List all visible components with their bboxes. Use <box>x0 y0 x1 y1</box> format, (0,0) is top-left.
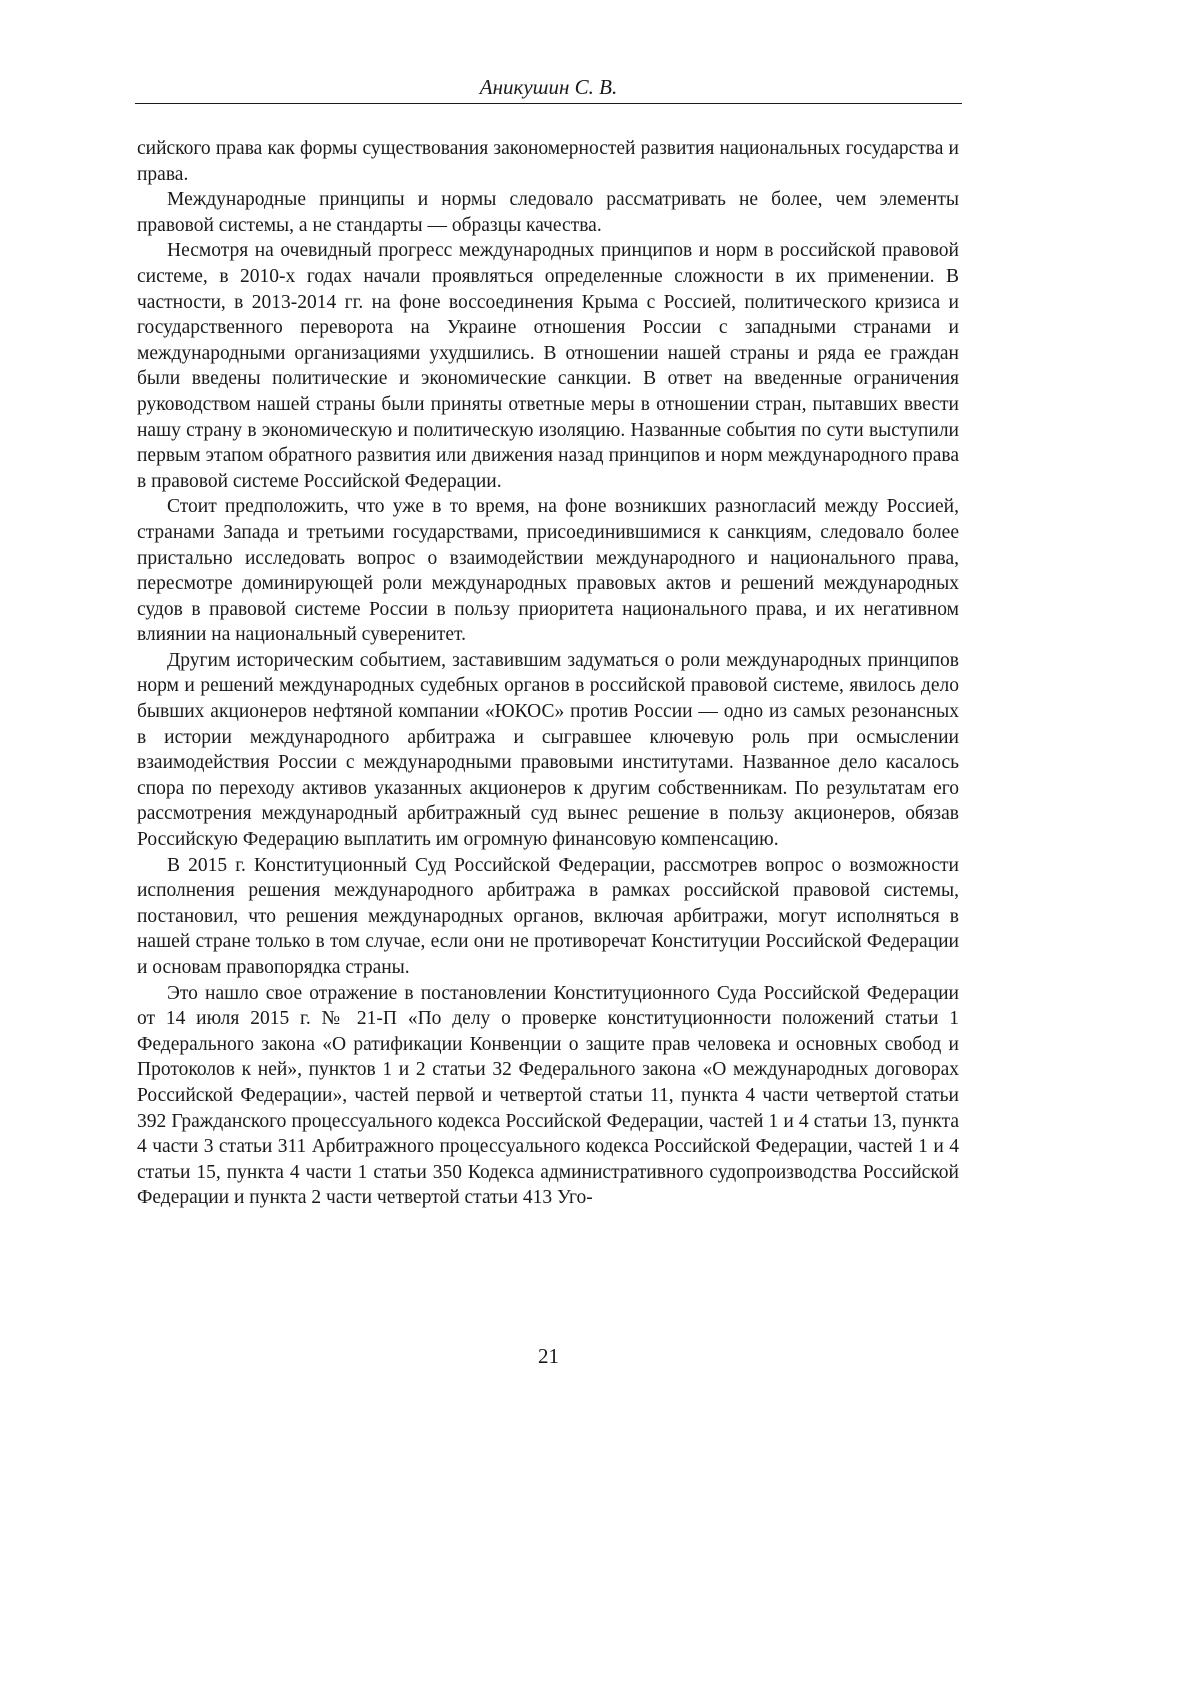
paragraph: Это нашло свое отражение в постановлении Конституционного Суда Российской Федерации от 14 июля 2015 г. № 21-П «По делу о проверке конституционности положений статьи 1 Федерального закона «О ратификации Конвенции о защите прав человека и основных свобод и Протоколов к ней», пунктов 1 и 2 статьи 32 Федерального закона «О международных договорах Российской Федерации», частей первой и четвертой статьи 11, пункта 4 части четвертой статьи 392 Гражданского процессуального кодекса Российской Федерации, частей 1 и 4 статьи 13, пункта 4 части 3 статьи 311 Арбитражного процессуального кодекса Российской Федерации, частей 1 и 4 статьи 15, пункта 4 части 1 статьи 350 Кодекса административного судопроизводства Российской Федерации и пункта 2 части четвертой статьи 413 Уго- <box>137 982 959 1209</box>
paragraph: Другим историческим событием, заставившим задуматься о роли международных принципов норм и решений международных судебных органов в российской правовой системе, явилось дело бывших акционеров нефтяной компании «ЮКОС» против России — одно из самых резонансных в истории международного арбитража и сыгравшее ключевую роль при осмыслении взаимодействия России с международными правовыми институтами. Названное дело касалось спора по переходу активов указанных акционеров к другим собственникам. По результатам его рассмотрения международный арбитражный суд вынес решение в пользу акционеров, обязав Российскую Федерацию выплатить им огромную финансовую компенсацию. <box>137 649 959 851</box>
paragraph: Стоит предположить, что уже в то время, на фоне возникших разногласий между Россией, странами Запада и третьими государствами, присоединившимися к санкциям, следовало более пристально исследовать вопрос о взаимодействии международного и национального права, пересмотре доминирующей роли международных правовых актов и решений международных судов в правовой системе России в пользу приоритета национального права, и их негативном влиянии на национальный суверенитет. <box>137 496 959 646</box>
paragraph: Несмотря на очевидный прогресс международных принципов и норм в российской правовой системе, в 2010-х годах начали проявляться определенные сложности в их применении. В частности, в 2013-2014 гг. на фоне воссоединения Крыма с Россией, политического кризиса и государственного переворота на Украине отношения России с западными странами и международными организациями ухудшились. В отношении нашей страны и ряда ее граждан были введены политические и экономические санкции. В ответ на введенные ограничения руководством нашей страны были приняты ответные меры в отношении стран, пытавших ввести нашу страну в экономическую и политическую изоляцию. Названные события по сути выступили первым этапом обратного развития или движения назад принципов и норм международного права в правовой системе Российской Федерации. <box>137 240 959 492</box>
paragraph: В 2015 г. Конституционный Суд Российской Федерации, рассмотрев вопрос о возможности исполнения решения международного арбитража в рамках российской правовой системы, постановил, что решения международных органов, включая арбитражи, могут исполняться в нашей стране только в том случае, если они не противоречат Конституции Российской Федерации и основам правопорядка страны. <box>137 854 959 978</box>
header-rule <box>135 103 962 104</box>
running-header-author: Аникушин С. В. <box>479 75 618 99</box>
body-text <box>137 136 959 1211</box>
page-number: 21 <box>538 1344 559 1368</box>
paragraph: Международные принципы и нормы следовало рассматривать не более, чем элементы правовой системы, а не стандарты — образцы качества. <box>137 189 959 236</box>
paragraph-continuation: сийского права как формы существования закономерностей развития национальных государства и права. <box>137 138 959 185</box>
